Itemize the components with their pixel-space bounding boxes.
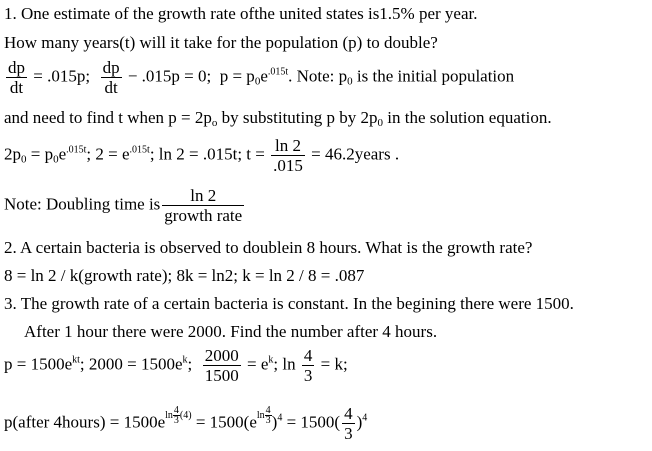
doubling-time-fraction: $\frac{\ln 2}{\text{growth rate}}$ xyxy=(164,186,243,225)
final-four-thirds-fraction: $\frac{4}{3}$ xyxy=(344,404,353,443)
problem-3-question: After 1 hour there were 2000. Find the number after 4 hours. xyxy=(24,322,438,341)
problem-3-answer-line: p(after 4hours) = 1500eln $\frac{4}{3}$ (4) = 1500(eln $\frac{4}{3}$ )$^4$ = 1500( $\frac{4}{3}$ )$^4$ xyxy=(4,404,368,443)
doubling-time-note: Note: Doubling time is $\frac{\ln 2}{\text{growth rate}}$ xyxy=(4,186,243,225)
exponent-ln-four-thirds: ln $\frac{4}{3}$ xyxy=(256,404,271,426)
derivative-fraction: $\frac{dp}{dt}$ xyxy=(8,58,25,97)
problem-2-solution: 8 = ln 2 / k(growth rate); 8k = ln2; k = ln 2 / 8 = .087 xyxy=(4,266,365,285)
doubling-condition-line: and need to find t when $p = 2p_o$ by substituting p by $2p_0$ in the solution equation. xyxy=(4,108,552,129)
problem-3-setup-line: $p = 1500e^{kt}$; $2000 = 1500e^k$; $\frac{2000}{1500}$ = $e^k$; ln $\frac{4}{3}$ = k; xyxy=(4,346,348,385)
derivative-fraction-2: $\frac{dp}{dt}$ xyxy=(102,58,120,97)
problem-1-question: How many years(t) will it take for the population (p) to double? xyxy=(4,33,438,52)
ratio-fraction: $\frac{2000}{1500}$ xyxy=(204,346,239,385)
four-thirds-fraction: $\frac{4}{3}$ xyxy=(303,346,313,385)
problem-1-statement: 1. One estimate of the growth rate ofthe united states is1.5% per year. xyxy=(4,4,478,23)
doubling-solution-line: $2p_0 = p_0e^{.015t}$; $2 = e^{.015t}$; ln 2 = .015t; t = $\frac{\ln 2}{.015}$ = 46.2years . xyxy=(4,136,400,175)
problem-2-statement: 2. A certain bacteria is observed to doublein 8 hours. What is the growth rate? xyxy=(4,238,533,257)
problem-3-statement: 3. The growth rate of a certain bacteria is constant. In the begining there were 1500. xyxy=(4,294,574,313)
exponent-ln-four-thirds-times-four: ln $\frac{4}{3}$ (4) xyxy=(165,404,192,426)
differential-equation-line: $\frac{dp}{dt}$ = .015p; $\frac{dp}{dt}$ − .015p = 0; $p = p_0e^{.015t}$. Note: $p_0$ is the initial population xyxy=(8,58,515,97)
ln2-over-rate-fraction: $\frac{\ln 2}{.015}$ xyxy=(273,136,303,175)
